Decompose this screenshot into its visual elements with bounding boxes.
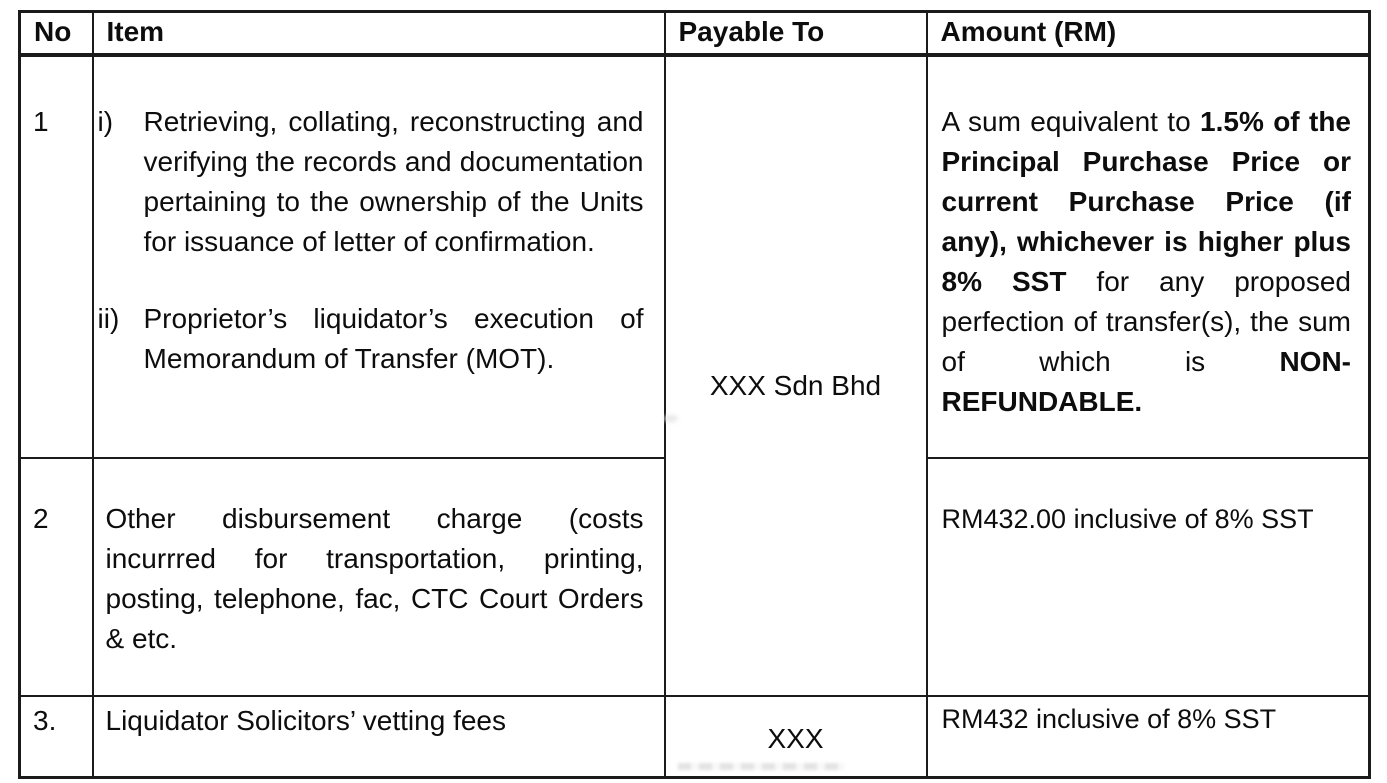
payable-to-merged-cell — [665, 55, 927, 696]
amount-run-bold: 1.5% of the Principal Purchase Price or current Purchase Price (if any), whichever is higher plus 8% SST — [941, 106, 1351, 297]
row2-item-cell — [93, 458, 665, 696]
row2-item-text: Other disbursement charge (costs incurrred for transportation, printing, posting, telephone, fac, CTC Court Orders & etc. — [105, 503, 644, 654]
table-row-1 — [20, 55, 1370, 458]
amount-run-regular: A sum equivalent to — [941, 106, 1201, 137]
list-text-i: Retrieving, collating, reconstructing and verifying the records and documentation pertaining to the ownership of the Units for issuance of letter of confirmation. — [143, 106, 644, 257]
row3-item-text: Liquidator Solicitors’ vetting fees — [93, 696, 665, 777]
payable-to-value: XXX Sdn Bhd — [709, 370, 882, 401]
redacted-text-artifact — [678, 763, 844, 770]
row3-payable-to-cell — [665, 696, 927, 777]
header-row — [20, 12, 1370, 56]
column-header-item: Item — [93, 12, 665, 56]
amount-run-regular: for any proposed perfection of transfer(s), the sum of which is — [941, 266, 1351, 377]
list-marker-i: i) — [97, 106, 114, 137]
row1-amount-text — [942, 102, 1352, 422]
row2-amount-cell — [927, 458, 1370, 696]
row1-amount-cell — [927, 55, 1370, 458]
column-header-amount: Amount (RM) — [927, 12, 1370, 56]
row3-amount-text: RM432 inclusive of 8% SST — [941, 704, 1277, 734]
list-item-i — [98, 102, 644, 262]
smudge-artifact — [664, 415, 678, 422]
row3-no: 3. — [20, 696, 93, 777]
list-marker-ii: ii) — [97, 303, 120, 334]
column-header-payable-to: Payable To — [665, 12, 927, 56]
row3-payable-to-value: XXX — [767, 723, 824, 754]
row2-no: 2 — [20, 458, 93, 696]
fees-table — [18, 10, 1371, 779]
list-item-ii — [98, 299, 644, 379]
row1-no: 1 — [20, 55, 93, 458]
column-header-no: No — [20, 12, 93, 56]
row2-amount-text: RM432.00 inclusive of 8% SST — [941, 504, 1314, 534]
row1-item-cell — [93, 55, 665, 458]
table-row-3 — [20, 696, 1370, 777]
amount-run-bold: NON-REFUNDABLE. — [941, 346, 1351, 417]
list-text-ii: Proprietor’s liquidator’s execution of Memorandum of Transfer (MOT). — [143, 303, 644, 374]
row3-amount-cell — [927, 696, 1370, 777]
